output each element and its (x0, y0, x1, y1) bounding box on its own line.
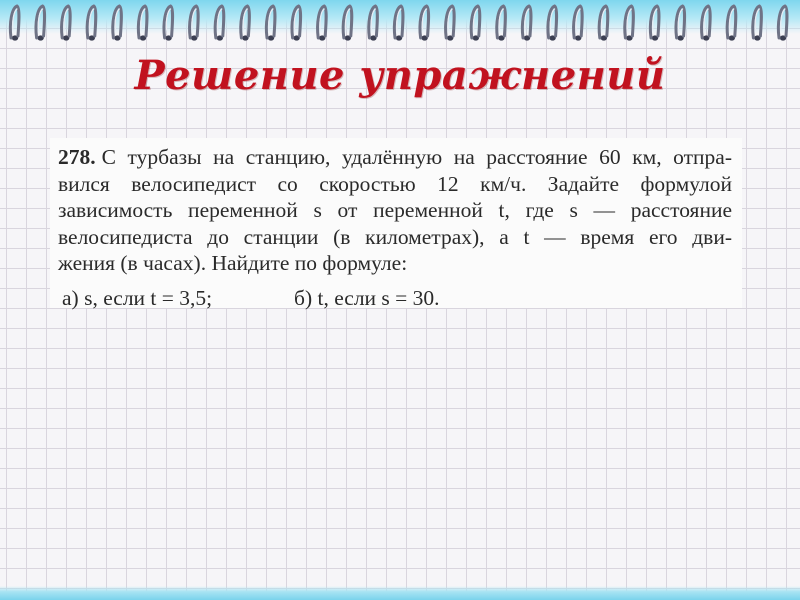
bottom-edge-decoration (0, 586, 800, 600)
binding-hole (652, 35, 658, 40)
exercise-line-4: велосипедиста до станции (в километрах), а t — время его дви- (58, 224, 732, 249)
binding-hole (396, 35, 402, 40)
binding-hole (473, 35, 479, 40)
binding-hole (37, 35, 43, 40)
binding-hole (293, 35, 299, 40)
exercise-text: С турбазы на станцию, удалённую на расстояние 60 км, отпра- (101, 145, 732, 169)
binding-hole (549, 35, 555, 40)
binding-hole (12, 35, 18, 40)
binding-hole (242, 35, 248, 40)
binding-hole (140, 35, 146, 40)
binding-hole (754, 35, 760, 40)
binding-hole (268, 35, 274, 40)
binding-hole (677, 35, 683, 40)
exercise-line-3: зависимость переменной s от переменной t, где s — расстояние (58, 198, 732, 222)
exercise-card (50, 138, 742, 308)
binding-hole (89, 35, 95, 40)
binding-hole (319, 35, 325, 40)
binding-hole (165, 35, 171, 40)
binding-hole (114, 35, 120, 40)
task-a: а) s, если t = 3,5; (62, 285, 213, 310)
exercise-line-1 (58, 144, 732, 171)
binding-hole (191, 35, 197, 40)
binding-hole (63, 35, 69, 40)
exercise-number: 278. (58, 145, 96, 169)
binding-hole (729, 35, 735, 40)
exercise-line-5: жения (в часах). Найдите по формуле: (58, 251, 408, 275)
binding-hole (703, 35, 709, 40)
binding-hole (498, 35, 504, 40)
binding-hole (447, 35, 453, 40)
binding-hole (421, 35, 427, 40)
binding-hole (626, 35, 632, 40)
task-b: б) t, если s = 30. (294, 285, 440, 310)
binding-hole (601, 35, 607, 40)
exercise-tasks (58, 284, 732, 312)
binding-hole (217, 35, 223, 40)
binding-hole (524, 35, 530, 40)
binding-hole (575, 35, 581, 40)
top-edge-decoration (0, 0, 800, 34)
slide-title: Решение упражнений (134, 52, 666, 99)
binding-hole (780, 35, 786, 40)
binding-hole (345, 35, 351, 40)
exercise-line-2: вился велосипедист со скоростью 12 км/ч. Задайте формулой (58, 171, 732, 196)
binding-hole (370, 35, 376, 40)
